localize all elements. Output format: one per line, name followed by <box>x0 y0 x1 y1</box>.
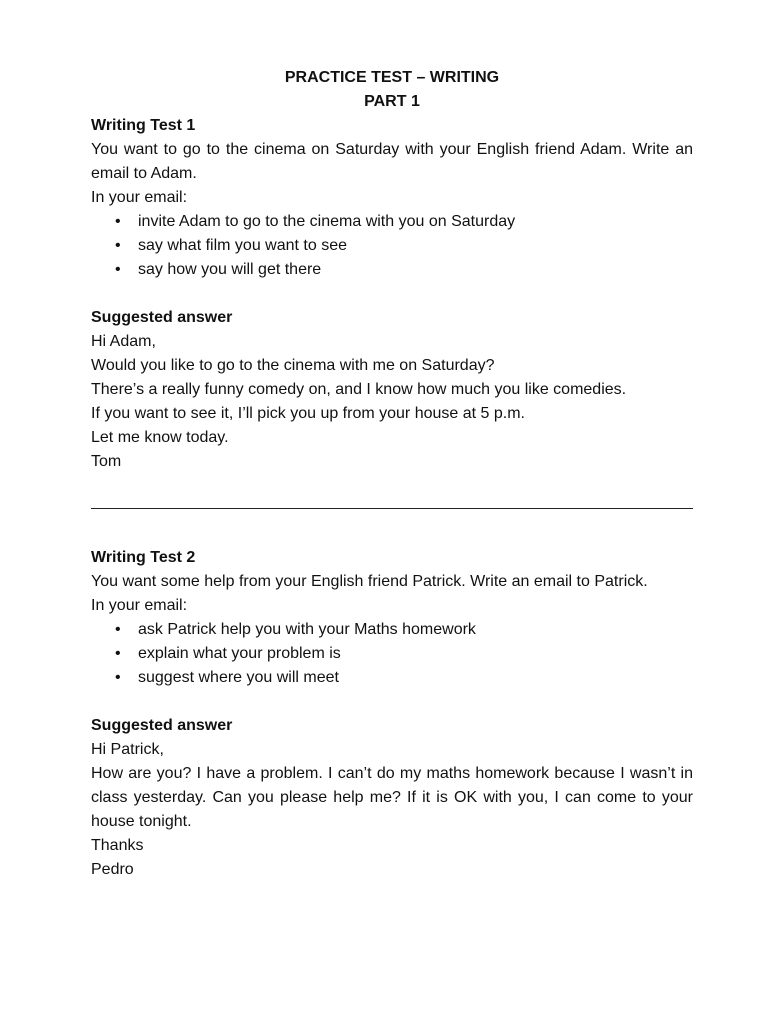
answer-signature: Pedro <box>91 861 134 878</box>
part-title: PART 1 <box>364 93 420 110</box>
answer-line: There’s a really funny comedy on, and I know how much you like comedies. <box>91 381 627 398</box>
document-title: PRACTICE TEST – WRITING <box>284 69 500 86</box>
list-item: • say what film you want to see <box>91 234 693 258</box>
answer-body: How are you? I have a problem. I can’t do my maths homework because I wasn’t in class yesterday. Can you please help me? If it is OK with you, I can come to your house tonight. <box>91 765 693 830</box>
answer-line: Let me know today. <box>91 429 229 446</box>
test-2-heading: Writing Test 2 <box>91 549 196 566</box>
test-1-prompt: You want to go to the cinema on Saturday with your English friend Adam. Write an email to Adam. <box>91 141 693 182</box>
writing-test-1 <box>91 114 693 474</box>
test-1-heading: Writing Test 1 <box>91 117 196 134</box>
spacer <box>91 522 693 546</box>
answer-line: If you want to see it, I’ll pick you up from your house at 5 p.m. <box>91 405 525 422</box>
spacer <box>91 474 693 498</box>
list-item: • say how you will get there <box>91 258 693 282</box>
document-page <box>91 66 693 882</box>
test-2-answer-heading: Suggested answer <box>91 717 233 734</box>
list-item: • ask Patrick help you with your Maths homework <box>91 618 693 642</box>
list-item: • invite Adam to go to the cinema with you on Saturday <box>91 210 693 234</box>
list-item: • explain what your problem is <box>91 642 693 666</box>
list-item: • suggest where you will meet <box>91 666 693 690</box>
writing-test-2 <box>91 546 693 882</box>
answer-line: Would you like to go to the cinema with me on Saturday? <box>91 357 495 374</box>
test-1-answer-heading: Suggested answer <box>91 309 233 326</box>
test-2-bullet-list <box>91 618 693 690</box>
test-2-prompt: You want some help from your English friend Patrick. Write an email to Patrick. <box>91 573 648 590</box>
answer-line: Hi Adam, <box>91 333 156 350</box>
test-2-intro: In your email: <box>91 597 188 614</box>
spacer <box>91 282 693 306</box>
answer-closing: Thanks <box>91 837 144 854</box>
answer-line: Tom <box>91 453 122 470</box>
section-divider <box>91 508 693 509</box>
spacer <box>91 690 693 714</box>
test-1-bullet-list <box>91 210 693 282</box>
answer-greeting: Hi Patrick, <box>91 741 164 758</box>
test-1-intro: In your email: <box>91 189 188 206</box>
